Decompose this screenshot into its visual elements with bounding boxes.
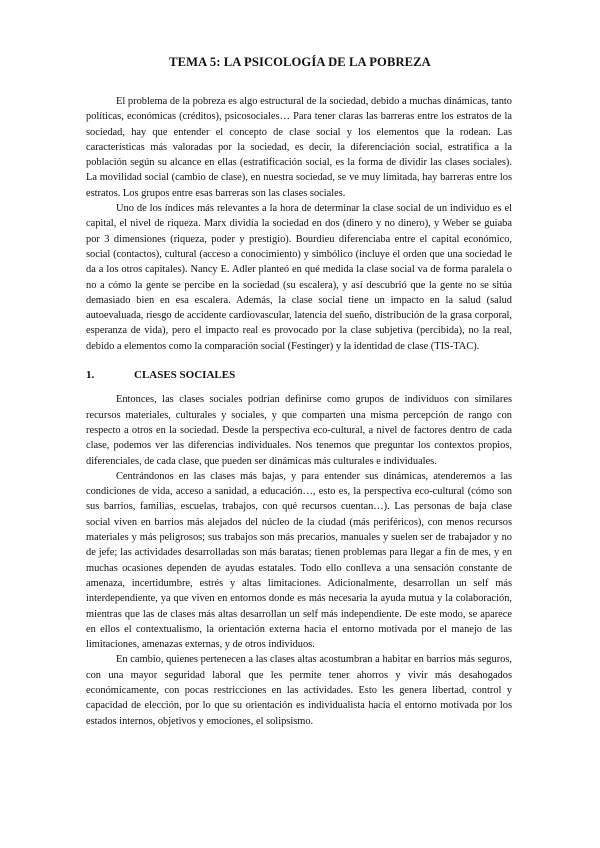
paragraph: Entonces, las clases sociales podrían definirse como grupos de individuos con similares recursos materiales, culturales y sociales, y que comparten una misma percepción de rango con respecto a otros en la sociedad. Desde la perspectiva eco-cultural, a nivel de factores dentro de cada clase, podemos ver las diferencias individuales. Nos tenemos que preguntar los contextos propios, diferenciales, de cada clase, que pueden ser dinámicas más culturales e individuales.	[86, 394, 512, 467]
section-title: CLASES SOCIALES	[134, 369, 236, 382]
paragraph: El problema de la pobreza es algo estructural de la sociedad, debido a muchas dinámicas, tanto políticas, económicas (créditos), psicosociales… Para tener claras las barreras entre los estratos de la sociedad, hay que entender el concepto de clase social y los elementos que la rodean. Las características más valoradas por la sociedad, es decir, la diferenciación social, estratifica a la población según su alcance en ellas (estratificación social, es la forma de dividir las clases sociales). La movilidad social (cambio de clase), en nuestra sociedad, se ve muy limitada, hay barreras entre los estratos. Los grupos entre esas barreras son las clases sociales.	[86, 96, 512, 199]
section-number: 1.	[86, 369, 95, 382]
document-title: TEMA 5: LA PSICOLOGÍA DE LA POBREZA	[169, 55, 431, 69]
paragraph: Uno de los índices más relevantes a la hora de determinar la clase social de un individuo es el capital, el nivel de riqueza. Marx dividía la sociedad en dos (dinero y no dinero), y Weber se guiaba por 3 dimensiones (riqueza, poder y prestigio). Bourdieu diferenciaba entre el capital económico, social (contactos), cultural (acceso a conocimiento) y simbólico (incluye el orden que una sociedad le da a los otros capitales). Nancy E. Adler planteó en qué medida la clase social va de forma paralela o no a cómo la gente se percibe en la sociedad (su escalera), y así descubrió que la gente no se sitúa demasiado bien en esa escalera. Además, la clase social tiene un impacto en la salud (salud autoevaluada, riesgo de accidente cardiovascular, latencia del sueño, distribución de la grasa corporal, esperanza de vida), pero el impacto real es provocado por la clase subjetiva (percibida), no la real, debido a elementos como la comparación social (Festinger) y la identidad de clase (TIS-TAC).	[86, 203, 512, 352]
paragraph: En cambio, quienes pertenecen a las clases altas acostumbran a habitar en barrios más seguros, con una mayor seguridad laboral que les permite tener ahorros y vivir más desahogados económicamente, con pocas restricciones en las actividades. Esto les genera libertad, control y capacidad de elección, por lo que su orientación es individualista hacia el entorno motivada por los estados internos, objetivos y emociones, el solipsismo.	[86, 654, 512, 727]
paragraph: Centrándonos en las clases más bajas, y para entender sus dinámicas, atenderemos a las condiciones de vida, acceso a sanidad, a educación…, esto es, la perspectiva eco-cultural (cómo son sus barrios, familias, escuelas, trabajos, con qué recursos cuentan…). Las personas de baja clase social viven en barrios más alejados del núcleo de la ciudad (más periféricos), con menos recursos materiales y más peligrosos; sus trabajos son más precarios, manuales y suelen ser de trabajador y no de jefe; las actividades desarrolladas son más baratas; tienen problemas para llegar a fin de mes, y en muchas ocasiones dependen de ayudas estatales. Todo ello conlleva a una sensación constante de amenaza, incertidumbre, estrés y altas limitaciones. Adicionalmente, desarrollan un self más interdependiente, ya que viven en entornos donde es más necesaria la ayuda mutua y la colaboración, mientras que las de clases más altas desarrollan un self más independiente. De este modo, se aparece en ellos el contextualismo, la orientación externa hacia el entorno motivada por el manejo de las limitaciones, amenazas externas, y de otros individuos.	[86, 470, 512, 651]
section-heading	[86, 368, 512, 383]
document-body	[86, 94, 512, 729]
